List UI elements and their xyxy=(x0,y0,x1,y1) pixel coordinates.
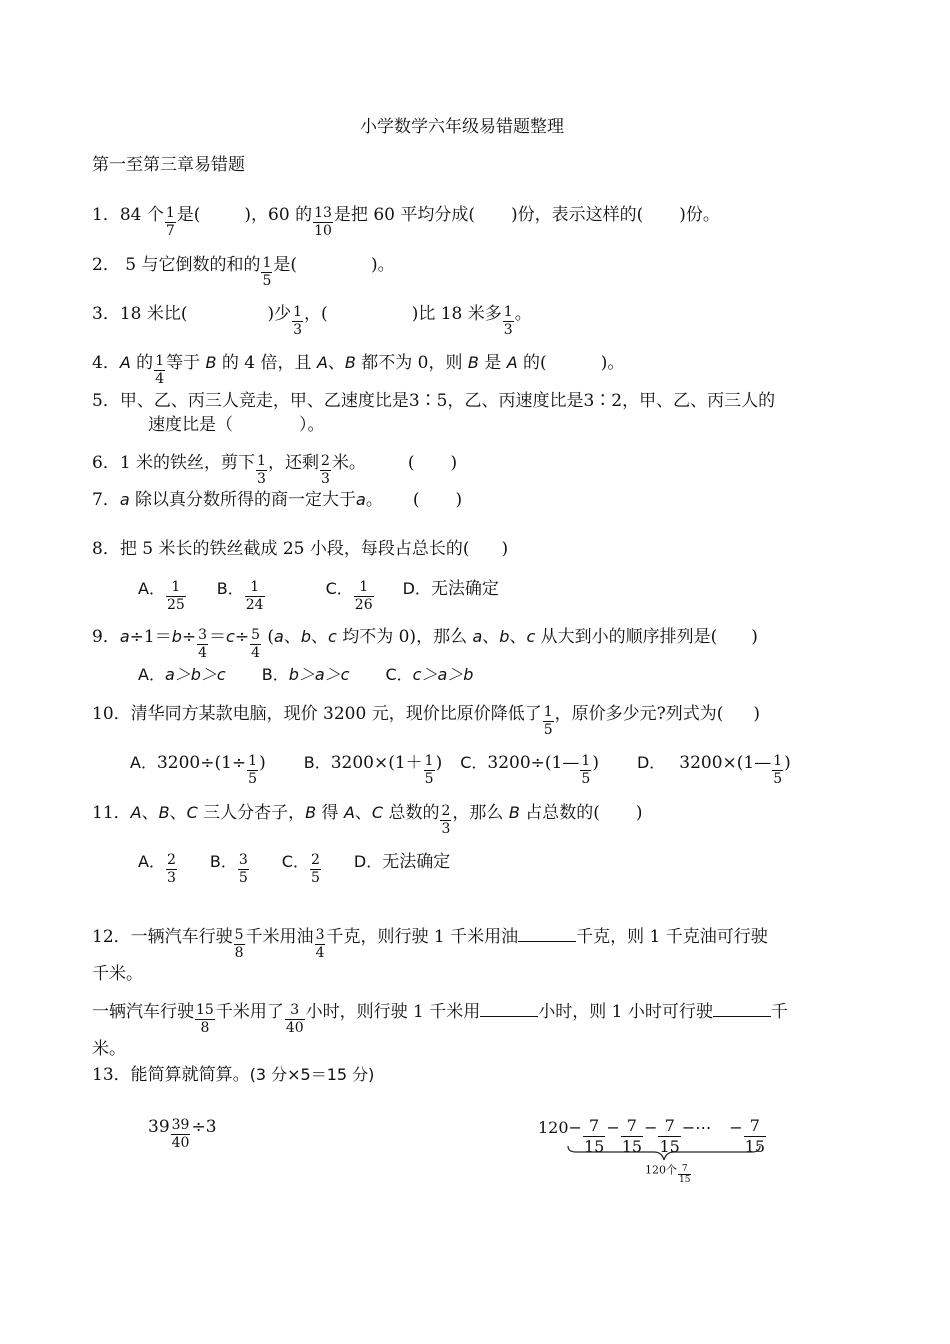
fraction: $\frac{1}{3}$ xyxy=(293,304,303,338)
fraction: $\frac{7}{15}$ xyxy=(679,1164,691,1185)
question-2: 2． 5 与它倒数的和的 $\frac{1}{5}$ 是( )。 xyxy=(92,255,395,289)
fraction: $\frac{1}{5}$ xyxy=(262,255,272,289)
fraction: $\frac{1}{25}$ xyxy=(166,579,185,613)
question-12-cont: 千米。 xyxy=(92,964,143,984)
fraction: $\frac{7}{15}$ xyxy=(744,1116,766,1156)
question-8: 8．把 5 米长的铁丝截成 25 小段，每段占总长的( ) xyxy=(92,539,509,559)
fraction: $\frac{1}{5}$ xyxy=(773,753,783,787)
fraction: $\frac{1}{26}$ xyxy=(354,579,373,613)
fraction: $\frac{2}{3}$ xyxy=(441,803,451,837)
expression-2: 120− $\frac{7}{15}$ − $\frac{7}{15}$ − $\frac{7}{15}$ −⋯ − $\frac{7}{15}$ xyxy=(538,1116,766,1156)
fraction: $\frac{3}{4}$ xyxy=(198,627,208,661)
question-6: 6．1 米的铁丝，剪下 $\frac{1}{3}$ ，还剩 $\frac{2}{3}$ 米。 ( ) xyxy=(92,453,458,487)
question-10-options: A．3200÷(1÷ $\frac{1}{5}$ ) B．3200×(1＋ $\frac{1}{5}$ ) C．3200÷(1— $\frac{1}{5}$ ) D． 3200×(1— $\frac{1}{5}$ ) xyxy=(130,753,791,787)
question-11-options: A． $\frac{2}{3}$ B． $\frac{3}{5}$ C． $\frac{2}{5}$ D．无法确定 xyxy=(138,852,451,886)
fraction: $\frac{39}{40}$ xyxy=(171,1117,190,1151)
question-11: 11．A、B、C 三人分杏子，B 得 A、C 总数的 $\frac{2}{3}$ ，那么 B 占总数的( ) xyxy=(92,803,643,837)
fraction: $\frac{1}{5}$ xyxy=(543,704,553,738)
fraction: $\frac{3}{4}$ xyxy=(315,927,325,961)
fraction: $\frac{2}{3}$ xyxy=(166,852,176,886)
fraction: $\frac{1}{4}$ xyxy=(155,353,165,387)
question-5-cont: 速度比是（ ）。 xyxy=(148,415,325,435)
question-3: 3．18 米比( )少 $\frac{1}{3}$ ，( )比 18 米多 $\frac{1}{3}$ 。 xyxy=(92,304,532,338)
question-13: 13．能简算就简算。(3 分×5＝15 分) xyxy=(92,1065,375,1085)
fraction: $\frac{1}{5}$ xyxy=(248,753,258,787)
question-8-options: A． $\frac{1}{25}$ B． $\frac{1}{24}$ C． $\frac{1}{26}$ D．无法确定 xyxy=(138,579,499,613)
fraction: $\frac{13}{10}$ xyxy=(314,205,332,239)
page-title: 小学数学六年级易错题整理 xyxy=(360,117,564,137)
section-heading: 第一至第三章易错题 xyxy=(92,155,245,175)
fraction: $\frac{1}{5}$ xyxy=(581,753,591,787)
fraction: $\frac{1}{24}$ xyxy=(245,579,264,613)
question-1: 1．84 个 $\frac{1}{7}$ 是( )，60 的 $\frac{13}{10}$ 是把 60 平均分成( )份，表示这样的( )份。 xyxy=(92,205,720,239)
question-9: 9．a÷1＝b÷ $\frac{3}{4}$ ＝c÷ $\frac{5}{4}$ (a、b、c 均不为 0)，那么 a、b、c 从大到小的顺序排列是( ) xyxy=(92,627,758,661)
fraction: $\frac{1}{7}$ xyxy=(165,205,175,239)
fraction: $\frac{15}{8}$ xyxy=(196,1002,214,1036)
question-12-part2-cont: 米。 xyxy=(92,1039,126,1059)
question-12: 12．一辆汽车行驶 $\frac{5}{8}$ 千米用油 $\frac{3}{4}$ 千克，则行驶 1 千米用油 千克，则 1 千克油可行驶 xyxy=(92,920,768,955)
question-5: 5．甲、乙、丙三人竞走，甲、乙速度比是3∶5，乙、丙速度比是3∶2，甲、乙、丙三人的 xyxy=(92,391,776,411)
question-4: 4．A 的 $\frac{1}{4}$ 等于 B 的 4 倍，且 A、B 都不为 0，则 B 是 A 的( )。 xyxy=(92,353,625,387)
fraction: $\frac{1}{3}$ xyxy=(257,453,266,487)
fraction: $\frac{5}{8}$ xyxy=(234,927,244,961)
fraction: $\frac{1}{3}$ xyxy=(503,304,513,338)
fraction: $\frac{7}{15}$ xyxy=(621,1116,643,1156)
expression-1: 39 $\frac{39}{40}$ ÷3 xyxy=(148,1117,217,1151)
answer-blank[interactable] xyxy=(480,998,538,1017)
question-12-part2: 一辆汽车行驶 $\frac{15}{8}$ 千米用了 $\frac{3}{40}$ 小时，则行驶 1 千米用 小时，则 1 小时可行驶 千 xyxy=(92,995,788,1030)
fraction: $\frac{7}{15}$ xyxy=(659,1116,680,1156)
answer-blank[interactable] xyxy=(518,923,576,942)
fraction: $\frac{7}{15}$ xyxy=(583,1116,605,1156)
brace-label: 120个 $\frac{7}{15}$ xyxy=(645,1163,691,1185)
answer-blank[interactable] xyxy=(713,998,771,1017)
question-7: 7．a 除以真分数所得的商一定大于a。 ( ) xyxy=(92,490,463,510)
question-10: 10．清华同方某款电脑，现价 3200 元，现价比原价降低了 $\frac{1}{5}$ ，原价多少元?列式为( ) xyxy=(92,704,761,738)
fraction: $\frac{5}{4}$ xyxy=(251,627,260,661)
fraction: $\frac{2}{5}$ xyxy=(310,852,320,886)
fraction: $\frac{3}{5}$ xyxy=(238,852,248,886)
fraction: $\frac{1}{5}$ xyxy=(424,753,434,787)
question-9-options: A．a＞b＞c B．b＞a＞c C．c＞a＞b xyxy=(138,665,474,684)
fraction: $\frac{2}{3}$ xyxy=(320,453,330,487)
fraction: $\frac{3}{40}$ xyxy=(285,1002,304,1036)
